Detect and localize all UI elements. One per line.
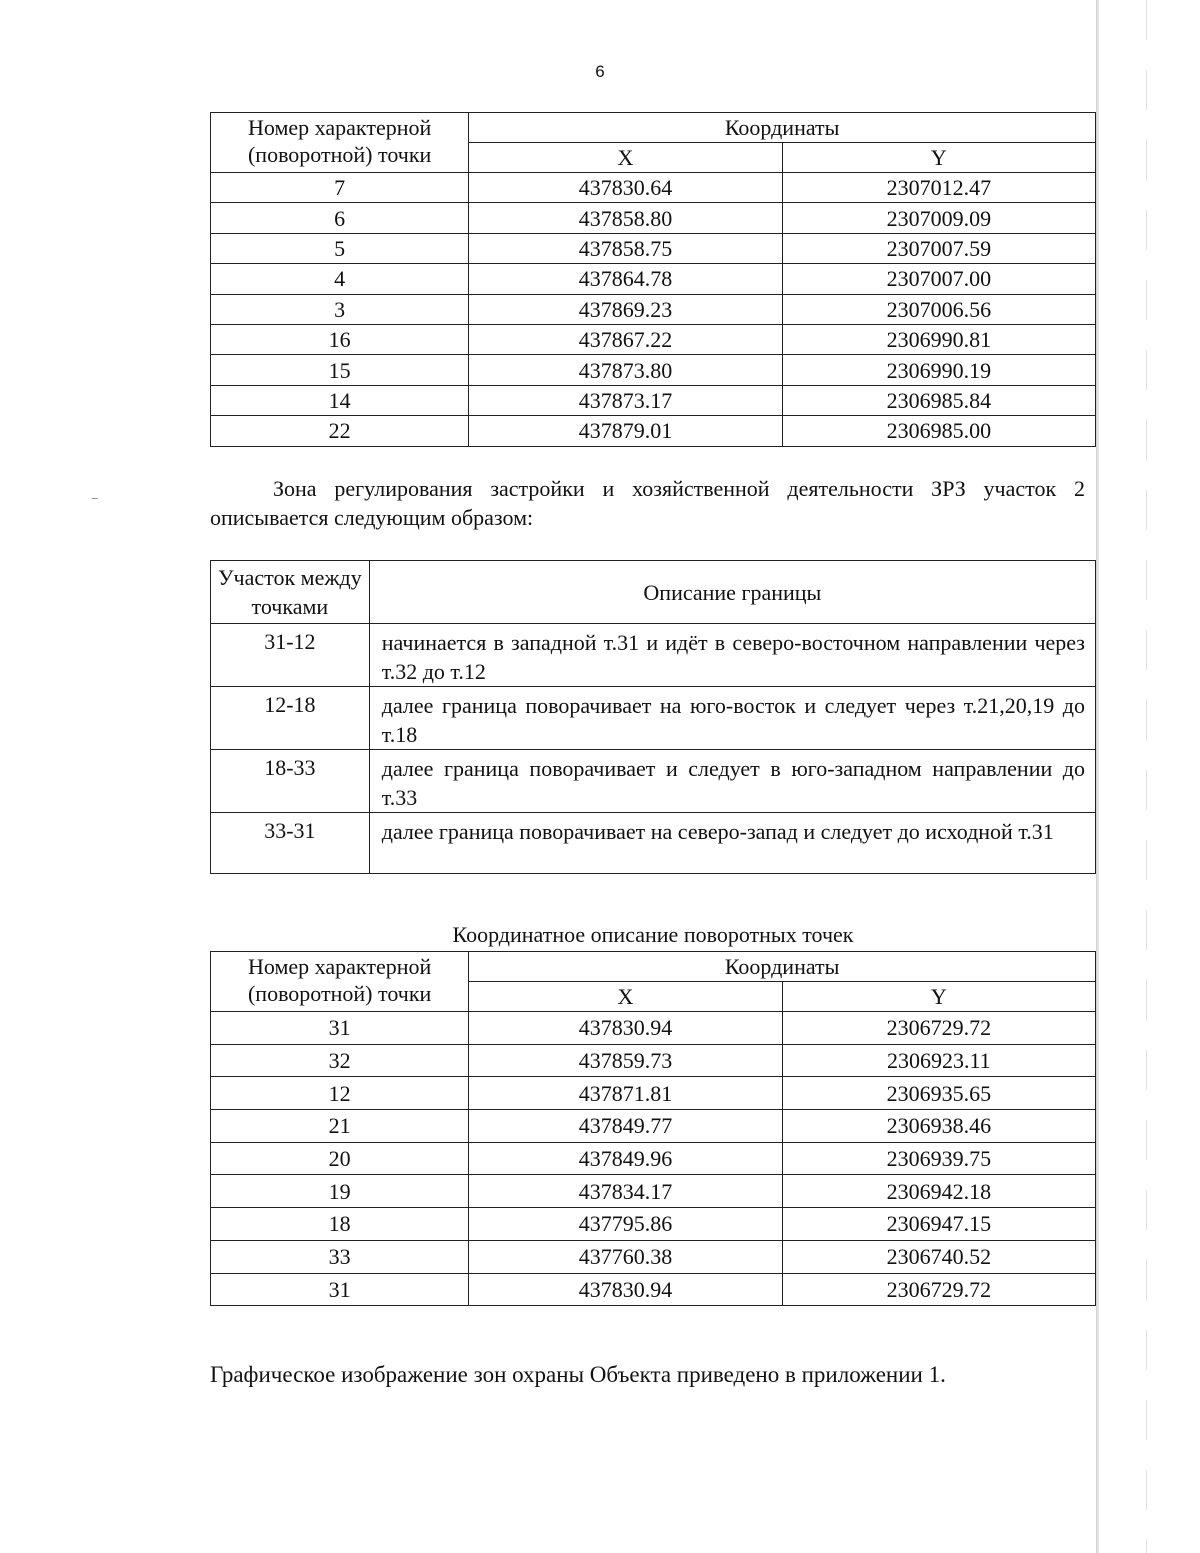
boundary-description-table (210, 560, 1096, 874)
x-coordinate-cell: 437864.78 (469, 264, 782, 294)
point-number-cell: 31 (211, 1012, 469, 1045)
y-coordinate-cell: 2306935.65 (782, 1077, 1095, 1110)
table-row (211, 264, 1096, 294)
segment-cell: 18-33 (211, 750, 370, 813)
point-number-cell: 16 (211, 324, 469, 354)
y-coordinate-cell: 2307007.59 (782, 233, 1095, 263)
y-coordinate-cell: 2306947.15 (782, 1208, 1095, 1241)
y-coordinate-cell: 2307012.47 (782, 173, 1095, 203)
x-coordinate-cell: 437830.94 (469, 1012, 782, 1045)
y-coordinate-cell: 2307009.09 (782, 203, 1095, 233)
segment-cell: 12-18 (211, 687, 370, 750)
x-coordinate-cell: 437830.94 (469, 1273, 782, 1306)
header-description: Описание границы (369, 561, 1095, 624)
point-number-cell: 14 (211, 385, 469, 415)
y-coordinate-cell: 2306729.72 (782, 1012, 1095, 1045)
header-y: Y (782, 982, 1095, 1012)
segment-cell: 33-31 (211, 813, 370, 874)
intro-paragraph: Зона регулирования застройки и хозяйственной деятельности ЗРЗ участок 2 описывается следующим образом: (210, 476, 1085, 530)
point-number-cell: 4 (211, 264, 469, 294)
table-row (211, 324, 1096, 354)
x-coordinate-cell: 437858.80 (469, 203, 782, 233)
point-number-cell: 32 (211, 1044, 469, 1077)
coordinates-caption: Координатное описание поворотных точек (452, 922, 854, 947)
y-coordinate-cell: 2306990.19 (782, 355, 1095, 385)
x-coordinate-cell: 437859.73 (469, 1044, 782, 1077)
y-coordinate-cell: 2306985.00 (782, 416, 1095, 446)
footer-paragraph: Графическое изображение зон охраны Объекта приведено в приложении 1. (210, 1362, 946, 1387)
x-coordinate-cell: 437849.96 (469, 1142, 782, 1175)
point-number-cell: 18 (211, 1208, 469, 1241)
table-row (211, 233, 1096, 263)
x-coordinate-cell: 437849.77 (469, 1110, 782, 1143)
header-point-number: Номер характерной (поворотной) точки (211, 952, 469, 1012)
x-coordinate-cell: 437834.17 (469, 1175, 782, 1208)
table-row (211, 1142, 1096, 1175)
y-coordinate-cell: 2306942.18 (782, 1175, 1095, 1208)
header-point-number: Номер характерной (поворотной) точки (211, 113, 469, 173)
point-number-cell: 20 (211, 1142, 469, 1175)
description-cell: далее граница поворачивает на северо-запад и следует до исходной т.31 (369, 813, 1095, 874)
point-number-cell: 6 (211, 203, 469, 233)
y-coordinate-cell: 2307007.00 (782, 264, 1095, 294)
point-number-cell: 12 (211, 1077, 469, 1110)
table-row (211, 1044, 1096, 1077)
x-coordinate-cell: 437867.22 (469, 324, 782, 354)
header-x: X (469, 143, 782, 173)
table-row (211, 813, 1096, 874)
header-coordinates: Координаты (469, 952, 1096, 982)
y-coordinate-cell: 2306923.11 (782, 1044, 1095, 1077)
table-row (211, 624, 1096, 687)
segment-cell: 31-12 (211, 624, 370, 687)
table-row (211, 1110, 1096, 1143)
table-row (211, 1240, 1096, 1273)
x-coordinate-cell: 437858.75 (469, 233, 782, 263)
x-coordinate-cell: 437760.38 (469, 1240, 782, 1273)
coordinates-table-1 (210, 112, 1096, 447)
x-coordinate-cell: 437871.81 (469, 1077, 782, 1110)
table-row (211, 385, 1096, 415)
scan-edge-shadow (1146, 0, 1147, 1553)
table-row (211, 1208, 1096, 1241)
description-cell: далее граница поворачивает на юго-восток и следует через т.21,20,19 до т.18 (369, 687, 1095, 750)
page-number: 6 (595, 62, 605, 81)
table-row (211, 1273, 1096, 1306)
table-row (211, 416, 1096, 446)
description-cell: начинается в западной т.31 и идёт в северо-восточном направлении через т.32 до т.12 (369, 624, 1095, 687)
x-coordinate-cell: 437795.86 (469, 1208, 782, 1241)
table-row (211, 173, 1096, 203)
y-coordinate-cell: 2306729.72 (782, 1273, 1095, 1306)
header-x: X (469, 982, 782, 1012)
point-number-cell: 15 (211, 355, 469, 385)
coordinates-table-2 (210, 951, 1096, 1306)
table-body (211, 1012, 1096, 1306)
y-coordinate-cell: 2307006.56 (782, 294, 1095, 324)
y-coordinate-cell: 2306990.81 (782, 324, 1095, 354)
description-cell: далее граница поворачивает и следует в юго-западном направлении до т.33 (369, 750, 1095, 813)
point-number-cell: 21 (211, 1110, 469, 1143)
point-number-cell: 33 (211, 1240, 469, 1273)
table-row (211, 1175, 1096, 1208)
x-coordinate-cell: 437879.01 (469, 416, 782, 446)
x-coordinate-cell: 437830.64 (469, 173, 782, 203)
point-number-cell: 22 (211, 416, 469, 446)
table-body (211, 173, 1096, 447)
y-coordinate-cell: 2306985.84 (782, 385, 1095, 415)
x-coordinate-cell: 437873.17 (469, 385, 782, 415)
table-row (211, 294, 1096, 324)
point-number-cell: 5 (211, 233, 469, 263)
table-body (211, 624, 1096, 874)
table-row (211, 355, 1096, 385)
x-coordinate-cell: 437869.23 (469, 294, 782, 324)
scan-mark (92, 498, 98, 499)
table-row (211, 1077, 1096, 1110)
y-coordinate-cell: 2306740.52 (782, 1240, 1095, 1273)
header-y: Y (782, 143, 1095, 173)
header-coordinates: Координаты (469, 113, 1096, 143)
y-coordinate-cell: 2306938.46 (782, 1110, 1095, 1143)
table-row (211, 687, 1096, 750)
point-number-cell: 3 (211, 294, 469, 324)
y-coordinate-cell: 2306939.75 (782, 1142, 1095, 1175)
table-row (211, 1012, 1096, 1045)
point-number-cell: 7 (211, 173, 469, 203)
x-coordinate-cell: 437873.80 (469, 355, 782, 385)
header-segment: Участок между точками (211, 561, 370, 624)
scan-edge (1096, 0, 1099, 1553)
table-row (211, 203, 1096, 233)
table-row (211, 750, 1096, 813)
point-number-cell: 31 (211, 1273, 469, 1306)
point-number-cell: 19 (211, 1175, 469, 1208)
